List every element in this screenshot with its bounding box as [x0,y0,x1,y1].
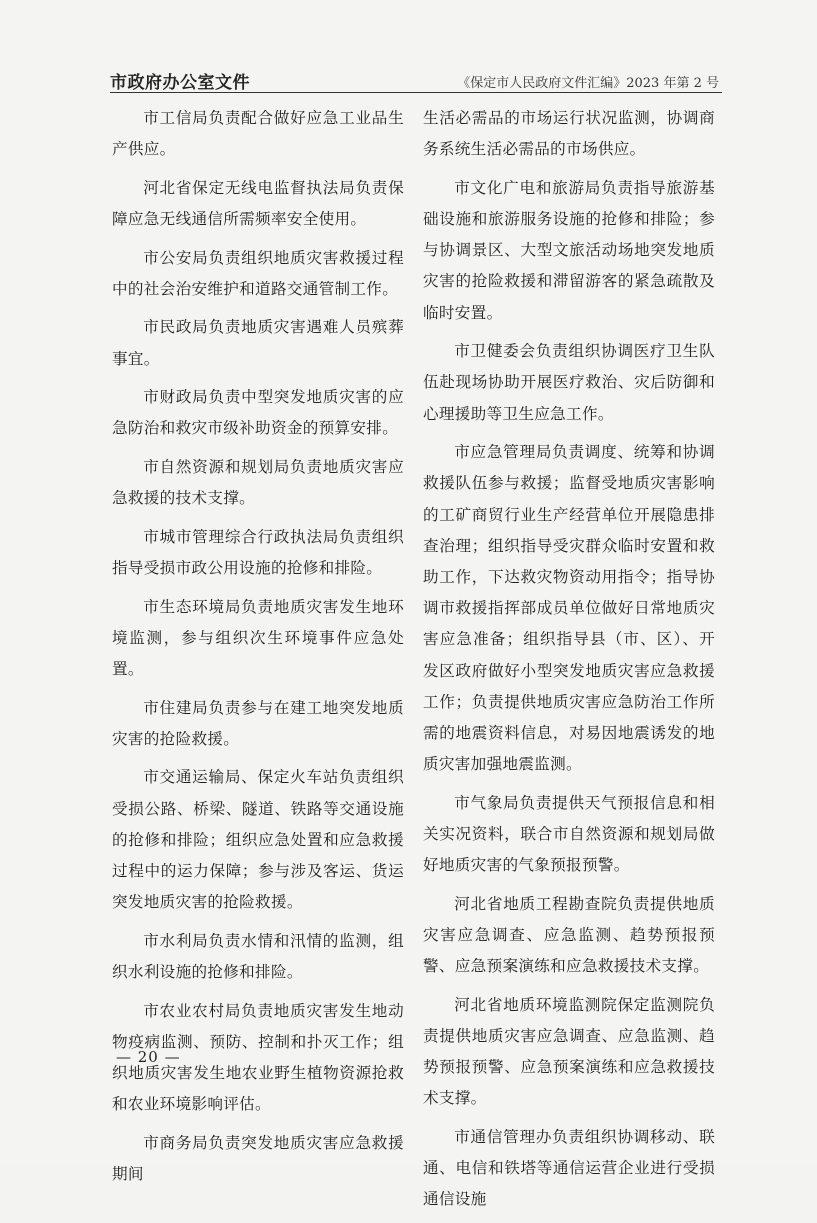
paragraph: 市农业农村局负责地质灾害发生地动物疫病监测、预防、控制和扑灭工作；组织地质灾害发生地农业野生植物资源抢救和农业环境影响评估。 [112,1001,404,1114]
paragraph: 市财政局负责中型突发地质灾害的应急防治和救灾市级补助资金的预算安排。 [112,388,404,438]
paragraph: 市交通运输局、保定火车站负责组织受损公路、桥梁、隧道、铁路等交通设施的抢修和排险；组织应急处置和应急救援过程中的运力保障；参与涉及客运、货运突发地质灾害的抢险救援。 [112,768,404,912]
header-rule [110,92,722,93]
paragraph: 市商务局负责突发地质灾害应急救援期间 [112,1133,404,1183]
right-column [423,103,715,1223]
paragraph: 市水利局负责水情和汛情的监测，组织水利设施的抢修和排险。 [112,931,404,981]
page-number: — 20 — [116,1048,181,1066]
header-issuer: 市政府办公室文件 [110,73,250,93]
paragraph: 河北省地质环境监测院保定监测院负责提供地质灾害应急调查、应急监测、趋势预报预警、应急预案演练和应急救援技术支撑。 [423,995,715,1108]
paragraph: 河北省保定无线电监督执法局负责保障应急无线通信所需频率安全使用。 [112,178,404,228]
paragraph: 市自然资源和规划局负责地质灾害应急救援的技术支撑。 [112,457,404,508]
paragraph: 市民政局负责地质灾害遇难人员殡葬事宜。 [112,318,404,368]
paragraph: 市住建局负责参与在建工地突发地质灾害的抢险救援。 [112,698,404,748]
paragraph: 河北省地质工程勘查院负责提供地质灾害应急调查、应急监测、趋势预报预警、应急预案演练和应急救援技术支撑。 [423,894,715,976]
paragraph: 市应急管理局负责调度、统筹和协调救援队伍参与救援；监督受地质灾害影响的工矿商贸行业生产经营单位开展隐患排查治理；组织指导受灾群众临时安置和救助工作，下达救灾物资动用指令；指导协调市救援指挥部成员单位做好日常地质灾害应急准备；组织指导县（市、区）、开发区政府做好小型突发地质灾害应急救援工作；负责提供地质灾害应急防治工作所需的地震资料信息，对易因地震诱发的地质灾害加强地震监测。 [423,443,715,774]
paragraph: 市公安局负责组织地质灾害救援过程中的社会治安维护和道路交通管制工作。 [112,248,404,298]
paragraph: 市文化广电和旅游局负责指导旅游基础设施和旅游服务设施的抢修和排险；参与协调景区、大型文旅活动场地突发地质灾害的抢险救援和滞留游客的紧急疏散及临时安置。 [423,178,715,322]
paragraph: 市生态环境局负责地质灾害发生地环境监测，参与组织次生环境事件应急处置。 [112,597,404,678]
paragraph: 市气象局负责提供天气预报信息和相关实况资料，联合市自然资源和规划局做好地质灾害的气象预报预警。 [423,793,715,875]
header-publication: 《保定市人民政府文件汇编》2023 年第 2 号 [457,76,719,91]
paragraph: 市通信管理办负责组织协调移动、联通、电信和铁塔等通信运营企业进行受损通信设施 [423,1128,715,1209]
paragraph: 市卫健委会负责组织协调医疗卫生队伍赴现场协助开展医疗救治、灾后防御和心理援助等卫生应急工作。 [423,342,715,423]
paragraph: 市工信局负责配合做好应急工业品生产供应。 [112,109,404,159]
paragraph-continuation: 生活必需品的市场运行状况监测，协调商务系统生活必需品的市场供应。 [423,109,715,159]
paragraph: 市城市管理综合行政执法局负责组织指导受损市政公用设施的抢修和排险。 [112,527,404,577]
left-column [112,103,404,1198]
